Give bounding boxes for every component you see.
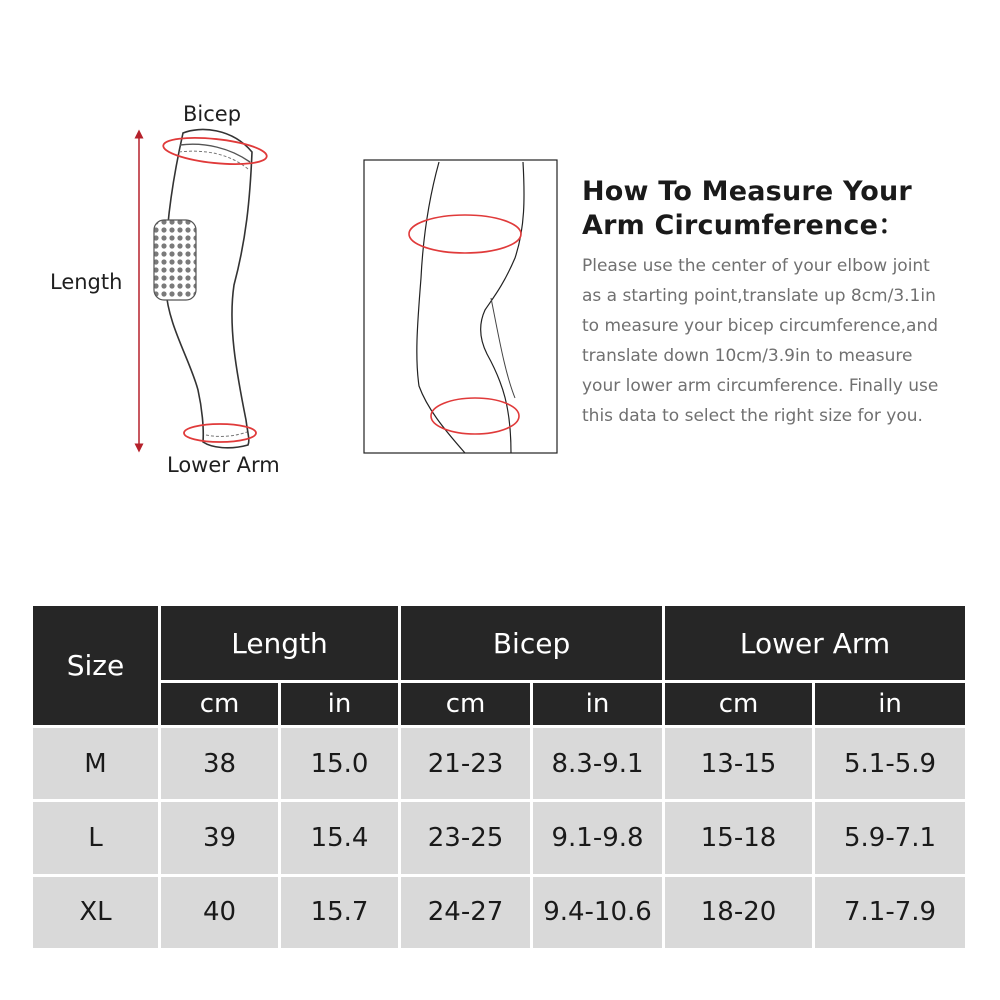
size-cell: XL [33,877,161,948]
table-cell: 24-27 [401,877,533,948]
unit-header: in [815,683,965,728]
bicep-group-header: Bicep [401,606,665,683]
unit-header: cm [401,683,533,728]
table-cell: 8.3-9.1 [533,728,665,802]
table-cell: 13-15 [665,728,815,802]
instructions-title: How To Measure Your Arm Circumference： [582,176,912,241]
table-cell: 15.0 [281,728,401,802]
elbow-pad [154,220,196,300]
size-header: Size [33,606,161,728]
arm-illustration [353,158,559,456]
unit-header: in [281,683,401,728]
table-cell: 38 [161,728,281,802]
figure-frame [364,160,557,453]
table-cell: 5.1-5.9 [815,728,965,802]
table-cell: 9.4-10.6 [533,877,665,948]
table-cell: 15.7 [281,877,401,948]
size-chart-table [33,606,965,948]
table-cell: 15-18 [665,802,815,876]
table-cell: 23-25 [401,802,533,876]
unit-header: cm [161,683,281,728]
table-cell: 39 [161,802,281,876]
length-label: Length [50,270,123,294]
size-cell: M [33,728,161,802]
table-cell: 15.4 [281,802,401,876]
table-cell: 7.1-7.9 [815,877,965,948]
table-cell: 40 [161,877,281,948]
length-group-header: Length [161,606,401,683]
bicep-label: Bicep [183,102,242,126]
unit-header: in [533,683,665,728]
lower-arm-group-header: Lower Arm [665,606,965,683]
lower-arm-label: Lower Arm [167,453,280,477]
table-cell: 21-23 [401,728,533,802]
unit-header: cm [665,683,815,728]
size-cell: L [33,802,161,876]
instructions-body: Please use the center of your elbow joint as a starting point,translate up 8cm/3.1in to measure your bicep circumference,and translate down 10cm/3.9in to measure your lower arm circumference. Finally use this data to select the right size for you. [582,256,939,426]
measure-instructions [582,175,982,431]
table-row [33,802,965,876]
table-row [33,877,965,948]
table-row [33,728,965,802]
table-cell: 5.9-7.1 [815,802,965,876]
elbow-measurement-figure [353,158,559,456]
sleeve-diagram [40,90,340,490]
table-cell: 9.1-9.8 [533,802,665,876]
table-cell: 18-20 [665,877,815,948]
